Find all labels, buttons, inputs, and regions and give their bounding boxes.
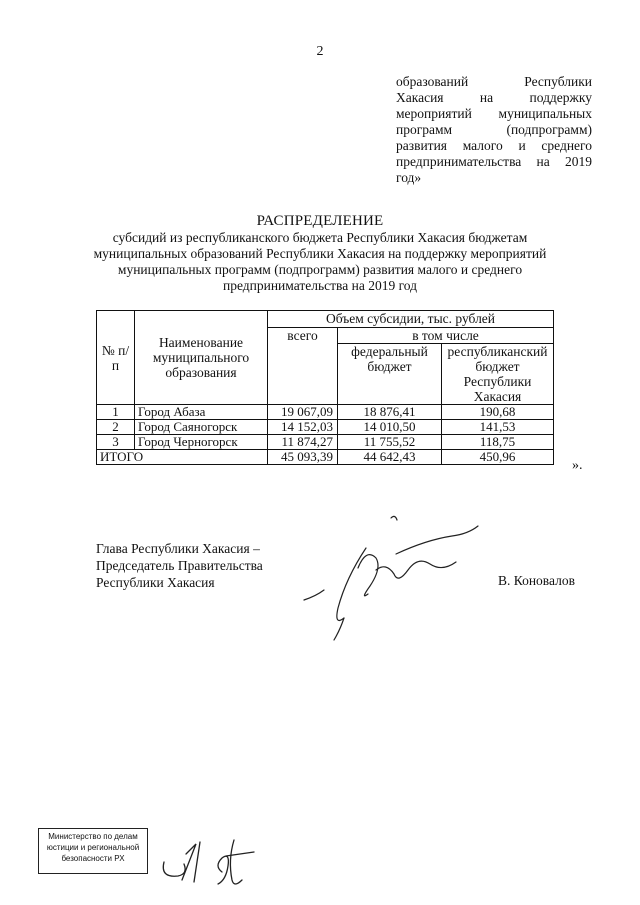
page-number: 2 [316, 44, 324, 59]
stamp-handwritten-mark [160, 832, 270, 892]
signer-title-line: Председатель Правительства [96, 558, 263, 573]
header-federal: федеральный бюджет [338, 344, 442, 405]
header-note-line: предпринимательства на 2019 [396, 154, 592, 169]
signer-name: В. Коновалов [498, 573, 575, 588]
stamp-line: юстиции и региональной [46, 843, 140, 852]
table-total-row [97, 450, 554, 465]
row-num: 1 [97, 405, 135, 420]
header-note-line: развития малого и среднего [396, 138, 592, 153]
header-name: Наименование муниципального образования [135, 311, 268, 405]
row-federal: 11 755,52 [338, 435, 442, 450]
stamp-line: безопасности РХ [61, 854, 125, 863]
header-volume: Объем субсидии, тыс. рублей [268, 311, 554, 328]
subtitle-line: предпринимательства на 2019 год [222, 278, 418, 293]
row-name: Город Черногорск [135, 435, 268, 450]
row-federal: 14 010,50 [338, 420, 442, 435]
signer-title [96, 540, 263, 591]
subtitle-line: муниципальных программ (подпрограмм) развития малого и среднего [117, 262, 523, 277]
header-note-line: мероприятий муниципальных [396, 106, 592, 121]
row-num: 3 [97, 435, 135, 450]
row-name: Город Абаза [135, 405, 268, 420]
document-subtitle [90, 230, 550, 294]
header-note [396, 74, 592, 186]
row-num: 2 [97, 420, 135, 435]
header-total: всего [268, 328, 338, 405]
header-note-line: Хакасия на поддержку [396, 90, 592, 105]
row-republic: 190,68 [442, 405, 554, 420]
row-name: Город Саяногорск [135, 420, 268, 435]
header-note-line: год» [396, 170, 422, 185]
handwritten-signature [296, 508, 496, 648]
subsidy-table [96, 310, 554, 465]
subtitle-line: субсидий из республиканского бюджета Республики Хакасия бюджетам [112, 230, 528, 245]
row-republic: 141,53 [442, 420, 554, 435]
total-republic: 450,96 [442, 450, 554, 465]
total-federal: 44 642,43 [338, 450, 442, 465]
header-including: в том числе [338, 328, 554, 344]
signer-title-line: Республики Хакасия [96, 575, 215, 590]
total-label: ИТОГО [97, 450, 268, 465]
table-row [97, 420, 554, 435]
document-title: РАСПРЕДЕЛЕНИЕ [256, 213, 384, 229]
table-row [97, 405, 554, 420]
subtitle-line: муниципальных образований Республики Хакасия на поддержку мероприятий [93, 246, 547, 261]
table-row [97, 435, 554, 450]
signer-title-line: Глава Республики Хакасия – [96, 541, 260, 556]
row-total: 14 152,03 [268, 420, 338, 435]
row-federal: 18 876,41 [338, 405, 442, 420]
row-republic: 118,75 [442, 435, 554, 450]
total-sum: 45 093,39 [268, 450, 338, 465]
header-note-line: программ (подпрограмм) [396, 122, 592, 137]
registry-stamp [38, 828, 148, 874]
header-num: № п/п [97, 311, 135, 405]
header-republic: республиканский бюджет Республики Хакасия [442, 344, 554, 405]
row-total: 19 067,09 [268, 405, 338, 420]
header-note-line: образований Республики [396, 74, 592, 89]
row-total: 11 874,27 [268, 435, 338, 450]
stamp-line: Министерство по делам [48, 832, 138, 841]
closing-quote-mark: ». [572, 458, 583, 473]
